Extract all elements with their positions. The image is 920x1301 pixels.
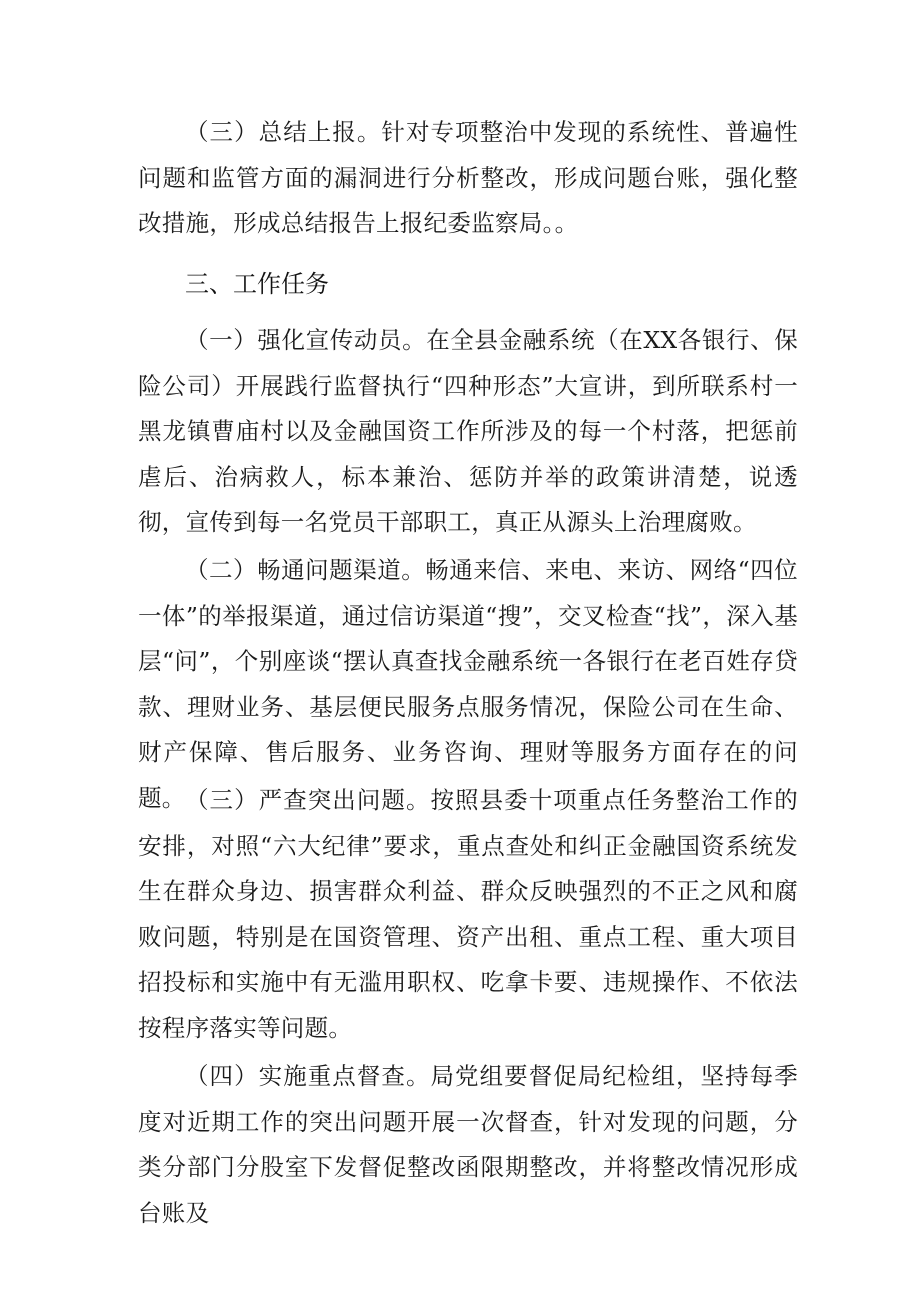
paragraph-key-supervision: （四）实施重点督查。局党组要督促局纪检组，坚持每季度对近期工作的突出问题开展一次督查，针对发现的问题，分类分部门分股室下发督促整改函限期整改，并将整改情况形成台账及 (138, 1062, 798, 1227)
paragraph-investigate-problems: （三）严查突出问题。按照县委十项重点任务整治工作的安排，对照“六大纪律”要求，重点查处和纠正金融国资系统发生在群众身边、损害群众利益、群众反映强烈的不正之风和腐败问题，特别是在国资管理、资产出租、重点工程、重大项目招投标和实施中有无滥用职权、吃拿卡要、违规操作、不依法按程序落实等问题。 (138, 786, 798, 1042)
paragraph-problem-channels: （二）畅通问题渠道。畅通来信、来电、来访、网络“四位一体”的举报渠道，通过信访渠道“搜”，交叉检查“找”，深入基层“问”，个别座谈“摆认真查找金融系统一各银行在老百姓存贷款、理财业务、基层便民服务点服务情况，保险公司在生命、财产保障、售后服务、业务咨询、理财等服务方面存在的问题。 (138, 556, 798, 812)
paragraph-publicity-mobilization: （一）强化宣传动员。在全县金融系统（在XX各银行、保险公司）开展践行监督执行“四种形态”大宣讲，到所联系村一黑龙镇曹庙村以及金融国资工作所涉及的每一个村落，把惩前虐后、治病救人，标本兼治、惩防并举的政策讲清楚，说透彻，宣传到每一名党员干部职工，真正从源头上治理腐败。 (138, 326, 798, 537)
paragraph-summary-report: （三）总结上报。针对专项整治中发现的系统性、普遍性问题和监管方面的漏洞进行分析整改，形成问题台账，强化整改措施，形成总结报告上报纪委监察局。。 (138, 118, 798, 238)
section-heading-work-tasks: 三、工作任务 (185, 270, 329, 298)
